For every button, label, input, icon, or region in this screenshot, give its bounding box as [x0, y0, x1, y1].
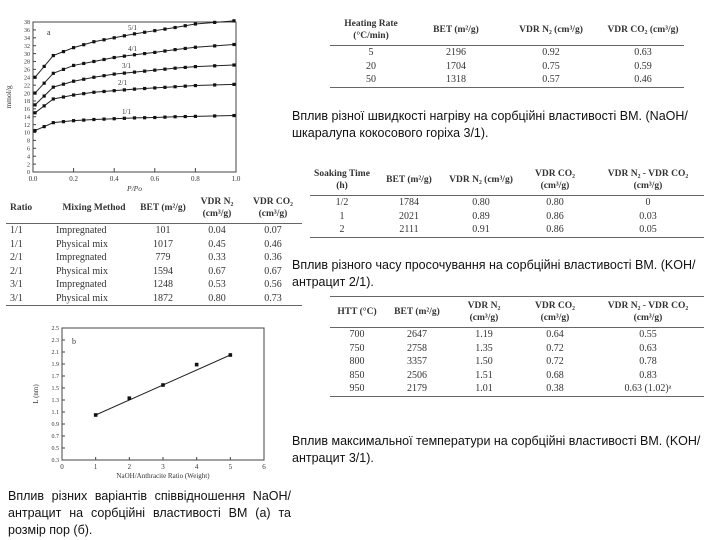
data-point — [123, 117, 126, 120]
y-tick-label: 0.5 — [51, 446, 59, 453]
panel-label: a — [47, 28, 51, 37]
col-ratio: Ratio — [6, 196, 52, 224]
table-cell: 1.19 — [475, 329, 493, 340]
data-point — [43, 104, 46, 107]
table-row — [6, 238, 302, 252]
data-point — [161, 383, 165, 387]
data-point — [232, 63, 235, 66]
caption-heating: Вплив різної швидкості нагріву на сорбційні властивості ВМ. (NaOH/шкаралупа кокосового горіха 3/1). — [292, 109, 688, 140]
data-point — [232, 83, 235, 86]
y-tick-label: 36 — [24, 28, 30, 35]
x-tick-label: 0.6 — [150, 175, 160, 183]
table-cell: 0.63 (1.02)ᵃ — [592, 382, 704, 396]
data-point — [213, 44, 216, 47]
data-point — [153, 29, 156, 32]
data-point — [143, 70, 146, 73]
table-cell: 1.50 — [475, 356, 493, 367]
data-point — [143, 87, 146, 90]
col-vdr-co2: VDR CO₂ (cm³/g) — [244, 196, 302, 224]
table-cell: 2021 — [399, 210, 419, 222]
series-label: 4/1 — [128, 44, 137, 53]
table-cell: 1.35 — [475, 342, 493, 354]
table-row — [310, 223, 704, 237]
table-row — [310, 210, 704, 224]
table-cell: 1017 — [153, 238, 173, 250]
table-cell: Physical mix — [56, 265, 108, 277]
table-cell: 0.46 — [602, 73, 684, 87]
data-point — [184, 85, 187, 88]
data-point — [43, 65, 46, 68]
table-cell: 0.83 — [639, 369, 657, 381]
y-tick-label: 1.5 — [51, 386, 59, 393]
y-axis-label: L (nm) — [32, 384, 40, 404]
table-cell: 2647 — [407, 329, 427, 340]
table-cell: 779 — [155, 252, 171, 263]
data-point — [33, 129, 36, 132]
mixing-ratio-table — [6, 196, 302, 306]
data-point — [123, 55, 126, 58]
col-bet: BET (m²/g) — [412, 18, 500, 46]
table-row — [6, 278, 302, 292]
caption-htt: Вплив максимальної температури на сорбційні властивості ВМ. (KOH/антрацит 3/1). — [292, 434, 701, 465]
table-cell: 0.57 — [500, 73, 602, 87]
data-point — [232, 43, 235, 46]
data-point — [92, 40, 95, 43]
table-cell: 750 — [349, 342, 365, 354]
data-point — [174, 26, 177, 29]
table-row — [330, 382, 704, 396]
table-cell: 1.01 — [450, 382, 518, 396]
x-tick-label: 2 — [127, 463, 132, 471]
data-point — [123, 72, 126, 75]
data-point — [92, 91, 95, 94]
table-cell: 0.63 — [639, 342, 657, 354]
col-vdr-n2: VDR N₂ (cm³/g) — [500, 18, 602, 46]
data-point — [232, 19, 235, 22]
y-tick-label: 12 — [24, 122, 30, 129]
data-point — [33, 91, 36, 94]
data-point — [33, 76, 36, 79]
data-point — [102, 38, 105, 41]
y-tick-label: 6 — [27, 146, 30, 153]
data-point — [102, 90, 105, 93]
table-row — [6, 251, 302, 265]
table-cell: 0.36 — [264, 252, 282, 263]
y-tick-label: 1.9 — [51, 362, 59, 369]
table-cell: 2506 — [407, 369, 427, 381]
data-point — [113, 73, 116, 76]
data-point — [194, 22, 197, 25]
y-tick-label: 34 — [24, 35, 30, 42]
data-point — [229, 353, 233, 357]
series-label: 2/1 — [118, 79, 127, 88]
table-row — [330, 60, 684, 74]
table-cell: 0.80 — [472, 197, 490, 208]
table-cell: 800 — [349, 356, 365, 367]
y-tick-label: 8 — [27, 138, 30, 145]
data-point — [213, 21, 216, 24]
col-vdr-n2: VDR N₂ (cm³/g) — [450, 297, 518, 328]
data-point — [123, 88, 126, 91]
table-cell: 0.63 — [634, 47, 652, 58]
data-point — [133, 116, 136, 119]
y-tick-label: 2.3 — [51, 338, 59, 345]
table-row — [310, 196, 704, 210]
col-vdr-co2: VDR CO₂ (cm³/g) — [518, 168, 592, 196]
table-row — [330, 342, 704, 356]
x-tick-label: 4 — [194, 463, 199, 471]
table-cell: 2 — [310, 223, 374, 237]
table-cell: 850 — [349, 369, 365, 381]
table-cell: Impregnated — [56, 252, 107, 263]
data-point — [133, 53, 136, 56]
data-point — [92, 60, 95, 63]
data-point — [163, 86, 166, 89]
caption-ratio: Вплив різних варіантів співвідношення NaOH/антрацит на сорбційні властивості ВМ (а) та розмір пор (б). — [8, 489, 291, 537]
col-soaking-time: Soaking Time (h) — [310, 168, 374, 196]
data-point — [184, 24, 187, 27]
data-point — [72, 46, 75, 49]
data-point — [163, 116, 166, 119]
table-cell: 0.04 — [208, 225, 226, 236]
table-cell: 0.92 — [542, 47, 560, 58]
col-vdr-co2: VDR CO₂ (cm³/g) — [602, 18, 684, 46]
series-label: 5/1 — [128, 23, 137, 32]
data-point — [72, 93, 75, 96]
data-point — [113, 36, 116, 39]
y-tick-label: 1.7 — [51, 374, 59, 381]
data-point — [174, 115, 177, 118]
table-cell: 3357 — [407, 356, 427, 367]
x-tick-label: 0.2 — [69, 175, 78, 183]
y-tick-label: 30 — [24, 51, 30, 58]
soaking-time-table — [310, 168, 704, 238]
col-vdr-co2: VDR CO₂ (cm³/g) — [518, 297, 592, 328]
data-point — [163, 28, 166, 31]
data-point — [72, 119, 75, 122]
x-tick-label: 3 — [161, 463, 165, 471]
table-cell: 950 — [330, 382, 384, 396]
table-cell: 1 — [339, 210, 345, 222]
y-tick-label: 14 — [24, 114, 30, 121]
table-cell: 3/1 — [6, 292, 52, 306]
data-point — [123, 34, 126, 37]
pore-size-chart — [30, 322, 275, 492]
table-cell: 1318 — [412, 73, 500, 87]
table-cell: 3/1 — [10, 279, 23, 290]
table-row — [6, 265, 302, 279]
table-cell: 0.86 — [518, 223, 592, 237]
data-point — [43, 94, 46, 97]
data-point — [62, 50, 65, 53]
x-axis-label: P/Po — [127, 184, 142, 193]
data-point — [113, 89, 116, 92]
data-point — [133, 32, 136, 35]
table-cell: 0.68 — [546, 369, 564, 381]
table-cell: 0.75 — [542, 60, 560, 72]
data-point — [102, 74, 105, 77]
table-cell: 2/1 — [10, 252, 23, 263]
table-cell: 0.78 — [639, 356, 657, 367]
table-cell: 0.80 — [190, 292, 244, 306]
table-cell: 101 — [155, 225, 171, 236]
y-tick-label: 2 — [27, 162, 30, 169]
data-point — [72, 80, 75, 83]
data-point — [184, 115, 187, 118]
table-row — [6, 224, 302, 238]
y-tick-label: 22 — [24, 83, 30, 90]
y-tick-label: 0.3 — [51, 458, 59, 465]
x-tick-label: 6 — [262, 463, 266, 471]
col-vdr-diff: VDR N₂ - VDR CO₂ (cm³/g) — [592, 297, 704, 328]
x-axis-label: NaOH/Anthracite Ratio (Weight) — [116, 472, 210, 480]
data-point — [174, 67, 177, 70]
table-cell: 2196 — [446, 47, 466, 58]
data-point — [128, 396, 132, 400]
data-point — [153, 116, 156, 119]
data-point — [133, 88, 136, 91]
table-cell: 0.07 — [264, 225, 282, 236]
table-cell: 0.55 — [639, 329, 657, 340]
table-row — [330, 328, 704, 342]
data-point — [82, 118, 85, 121]
y-tick-label: 1.3 — [51, 398, 59, 405]
data-point — [194, 46, 197, 49]
table-row — [330, 46, 684, 60]
series-label: 1/1 — [122, 107, 131, 116]
data-point — [72, 64, 75, 67]
table-cell: Impregnated — [56, 225, 107, 236]
y-tick-label: 26 — [24, 67, 30, 74]
y-tick-label: 32 — [24, 43, 30, 50]
table-cell: Physical mix — [56, 238, 108, 250]
table-cell: 0.53 — [208, 279, 226, 290]
table-row — [330, 369, 704, 383]
table-cell: 50 — [330, 73, 412, 87]
data-point — [102, 118, 105, 121]
x-tick-label: 1.0 — [231, 175, 241, 183]
y-tick-label: 16 — [24, 107, 30, 114]
table-cell: 0.45 — [208, 238, 226, 250]
x-tick-label: 0 — [60, 463, 64, 471]
data-point — [52, 97, 55, 100]
data-point — [92, 76, 95, 79]
data-point — [113, 117, 116, 120]
x-tick-label: 0.4 — [109, 175, 119, 183]
data-point — [33, 103, 36, 106]
table-cell: 1/1 — [10, 238, 23, 250]
x-tick-label: 5 — [228, 463, 233, 471]
plot-frame — [62, 328, 264, 460]
data-point — [82, 62, 85, 65]
heating-rate-table — [330, 18, 684, 88]
col-vdr-diff: VDR N₂ - VDR CO₂ (cm³/g) — [592, 168, 704, 196]
table-row — [330, 355, 704, 369]
table-cell: 1.51 — [475, 369, 493, 381]
table-cell: 0.67 — [208, 265, 226, 277]
table-cell: 1784 — [399, 197, 419, 208]
data-point — [194, 84, 197, 87]
table-cell: 2179 — [384, 382, 450, 396]
data-point — [62, 120, 65, 123]
data-point — [232, 114, 235, 117]
data-point — [52, 72, 55, 75]
table-cell: 0.72 — [546, 342, 564, 354]
y-tick-label: 0.9 — [51, 422, 59, 429]
table-cell: 1/2 — [335, 197, 349, 208]
table-cell: 1872 — [136, 292, 190, 306]
data-point — [52, 86, 55, 89]
table-cell: 0 — [645, 197, 651, 208]
table-row — [6, 292, 302, 306]
data-point — [153, 86, 156, 89]
col-bet: BET (m²/g) — [374, 168, 444, 196]
table-cell: 0.67 — [264, 265, 282, 277]
table-cell: 0.89 — [472, 210, 490, 222]
data-point — [174, 85, 177, 88]
table-cell: 0.59 — [634, 60, 652, 72]
y-tick-label: 1.1 — [51, 410, 59, 417]
series-label: 3/1 — [122, 62, 131, 71]
caption-soaking: Вплив різного часу просочування на сорбційні властивості ВМ. (KOH/антрацит 2/1). — [292, 258, 696, 289]
y-tick-label: 2.5 — [51, 326, 59, 333]
data-point — [194, 65, 197, 68]
table-cell: 2758 — [407, 342, 427, 354]
data-point — [143, 31, 146, 34]
table-cell: 2/1 — [10, 265, 23, 277]
data-point — [52, 121, 55, 124]
x-tick-label: 0.8 — [191, 175, 200, 183]
data-point — [43, 125, 46, 128]
data-point — [174, 48, 177, 51]
table-cell: Impregnated — [56, 279, 107, 290]
table-cell: 5 — [368, 47, 374, 58]
table-cell: 2111 — [374, 223, 444, 237]
y-tick-label: 18 — [24, 99, 30, 106]
table-cell: 0.56 — [264, 279, 282, 290]
table-cell: 1/1 — [10, 225, 23, 236]
y-tick-label: 20 — [24, 91, 30, 98]
col-bet: BET (m²/g) — [136, 196, 190, 224]
table-cell: 700 — [349, 329, 365, 340]
data-point — [62, 83, 65, 86]
y-tick-label: 10 — [24, 130, 30, 137]
data-point — [82, 92, 85, 95]
table-cell: 0.91 — [444, 223, 518, 237]
y-tick-label: 24 — [24, 75, 30, 82]
table-cell: 0.38 — [518, 382, 592, 396]
data-point — [33, 111, 36, 114]
table-cell: 0.33 — [208, 252, 226, 263]
table-cell: 20 — [366, 60, 376, 72]
isotherm-chart — [0, 0, 250, 200]
col-vdr-n2: VDR N₂ (cm³/g) — [190, 196, 244, 224]
data-point — [213, 64, 216, 67]
y-axis-label: mmol/g — [4, 85, 13, 109]
table-row — [330, 73, 684, 87]
col-bet: BET (m²/g) — [384, 297, 450, 328]
y-tick-label: 4 — [27, 154, 30, 161]
data-point — [52, 54, 55, 57]
table-cell: 1704 — [446, 60, 466, 72]
y-tick-label: 28 — [24, 59, 30, 66]
table-cell: 0.86 — [546, 210, 564, 222]
table-cell: Physical mix — [52, 292, 136, 306]
data-point — [43, 82, 46, 85]
data-point — [213, 83, 216, 86]
data-point — [143, 52, 146, 55]
table-cell: 0.72 — [546, 356, 564, 367]
data-point — [143, 116, 146, 119]
y-tick-label: 2.1 — [51, 350, 59, 357]
data-point — [153, 69, 156, 72]
data-point — [184, 66, 187, 69]
x-tick-label: 1 — [93, 463, 98, 471]
data-point — [133, 71, 136, 74]
table-cell: 0.64 — [546, 329, 564, 340]
y-tick-label: 0.7 — [51, 434, 59, 441]
y-tick-label: 0 — [27, 170, 30, 177]
data-point — [94, 413, 98, 417]
data-point — [62, 95, 65, 98]
y-tick-label: 38 — [24, 20, 30, 27]
panel-label: b — [72, 337, 76, 346]
data-point — [194, 115, 197, 118]
htt-table — [330, 296, 704, 397]
table-cell: 0.46 — [264, 238, 282, 250]
table-cell: 1248 — [153, 279, 173, 290]
table-cell: 0.80 — [546, 197, 564, 208]
data-point — [82, 43, 85, 46]
data-point — [184, 47, 187, 50]
data-point — [163, 49, 166, 52]
data-point — [195, 363, 199, 367]
col-mixing-method: Mixing Method — [52, 196, 136, 224]
data-point — [113, 56, 116, 59]
col-htt: HTT (°C) — [330, 297, 384, 328]
table-cell: 0.73 — [244, 292, 302, 306]
table-cell: 0.03 — [639, 210, 657, 222]
data-point — [213, 114, 216, 117]
data-point — [62, 68, 65, 71]
x-tick-label: 0.0 — [28, 175, 38, 183]
data-point — [153, 51, 156, 54]
table-cell: 0.05 — [592, 223, 704, 237]
data-point — [82, 78, 85, 81]
table-cell: 1594 — [153, 265, 173, 277]
data-point — [102, 58, 105, 61]
col-vdr-n2: VDR N₂ (cm³/g) — [444, 168, 518, 196]
col-heating-rate: Heating Rate (°C/min) — [330, 18, 412, 46]
data-point — [163, 68, 166, 71]
data-point — [92, 118, 95, 121]
